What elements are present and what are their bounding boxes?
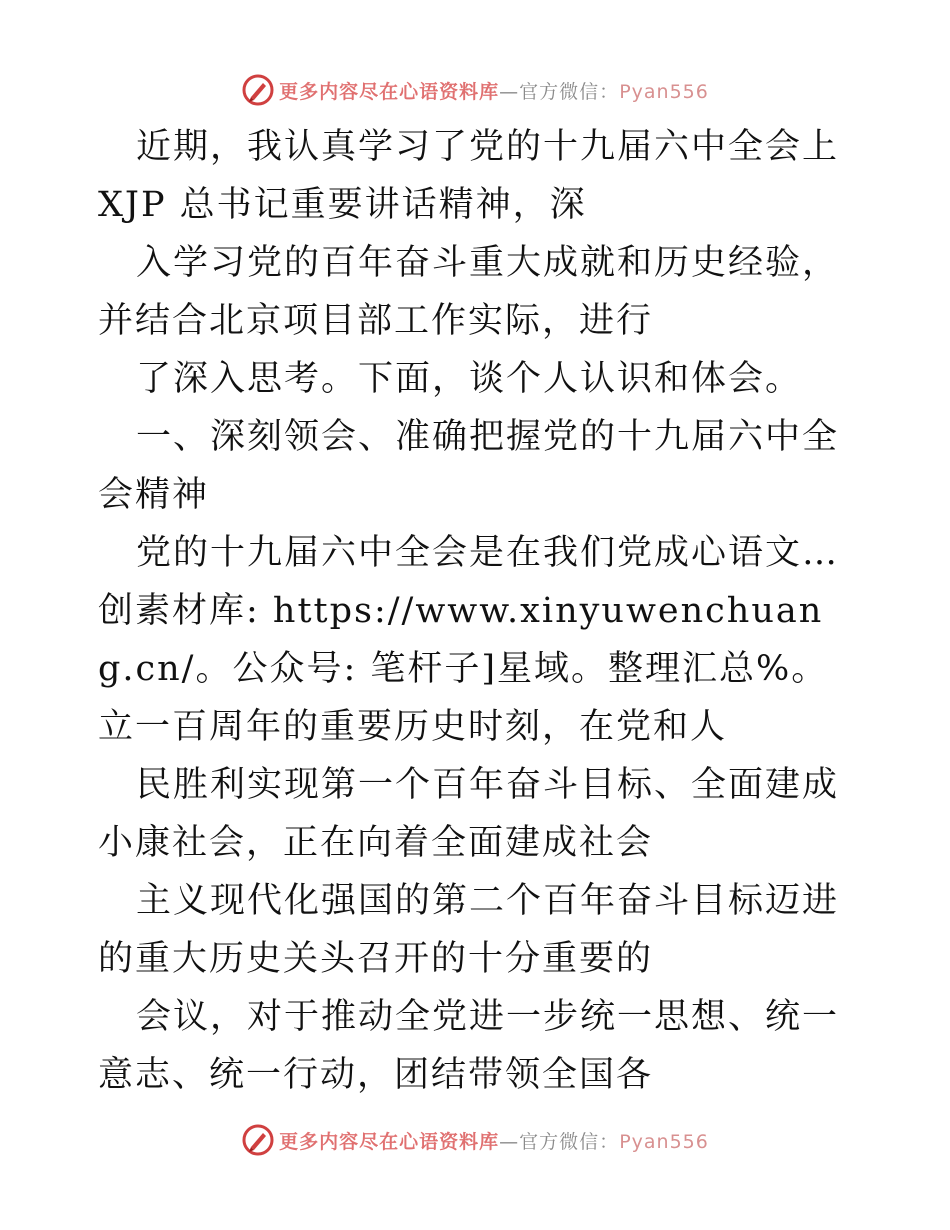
watermark-wechat-id: Pyan556 (619, 80, 709, 103)
paragraph-5: 民胜利实现第一个百年奋斗目标、全面建成小康社会，正在向着全面建成社会 (98, 765, 840, 863)
paragraph-6: 主义现代化强国的第二个百年奋斗目标迈进的重大历史关头召开的十分重要的 (98, 881, 840, 979)
document-body (98, 118, 858, 1104)
watermark-label: 官方微信： (519, 1130, 620, 1153)
pen-logo-icon (241, 73, 275, 107)
paragraph-3: 了深入思考。下面，谈个人认识和体会。 (136, 359, 803, 399)
paragraph-7: 会议，对于推动全党进一步统一思想、统一意志、统一行动，团结带领全国各 (98, 997, 840, 1095)
paragraph-2: 入学习党的百年奋斗重大成就和历史经验，并结合北京项目部工作实际，进行 (98, 243, 840, 341)
watermark-text (279, 77, 709, 104)
paragraph-4: 党的十九届六中全会是在我们党成心语文…创素材库: https://www.xinyuwenchuang.cn/。公众号: 笔杆子]星域。整理汇总%。立一百周年的重要历史时刻，在党和人 (98, 533, 840, 747)
section-heading: 一、深刻领会、准确把握党的十九届六中全会精神 (98, 417, 840, 515)
footer-watermark (0, 1120, 950, 1160)
watermark-label: 官方微信： (519, 80, 620, 103)
watermark-brand: 更多内容尽在心语资料库 (279, 80, 500, 103)
paragraph-1: 近期，我认真学习了党的十九届六中全会上 XJP 总书记重要讲话精神，深 (98, 127, 840, 225)
header-watermark (0, 70, 950, 110)
pen-logo-icon (241, 1123, 275, 1157)
watermark-brand: 更多内容尽在心语资料库 (279, 1130, 500, 1153)
watermark-separator: — (499, 80, 520, 103)
watermark-separator: — (499, 1130, 520, 1153)
watermark-wechat-id: Pyan556 (619, 1130, 709, 1153)
watermark-text (279, 1127, 709, 1154)
